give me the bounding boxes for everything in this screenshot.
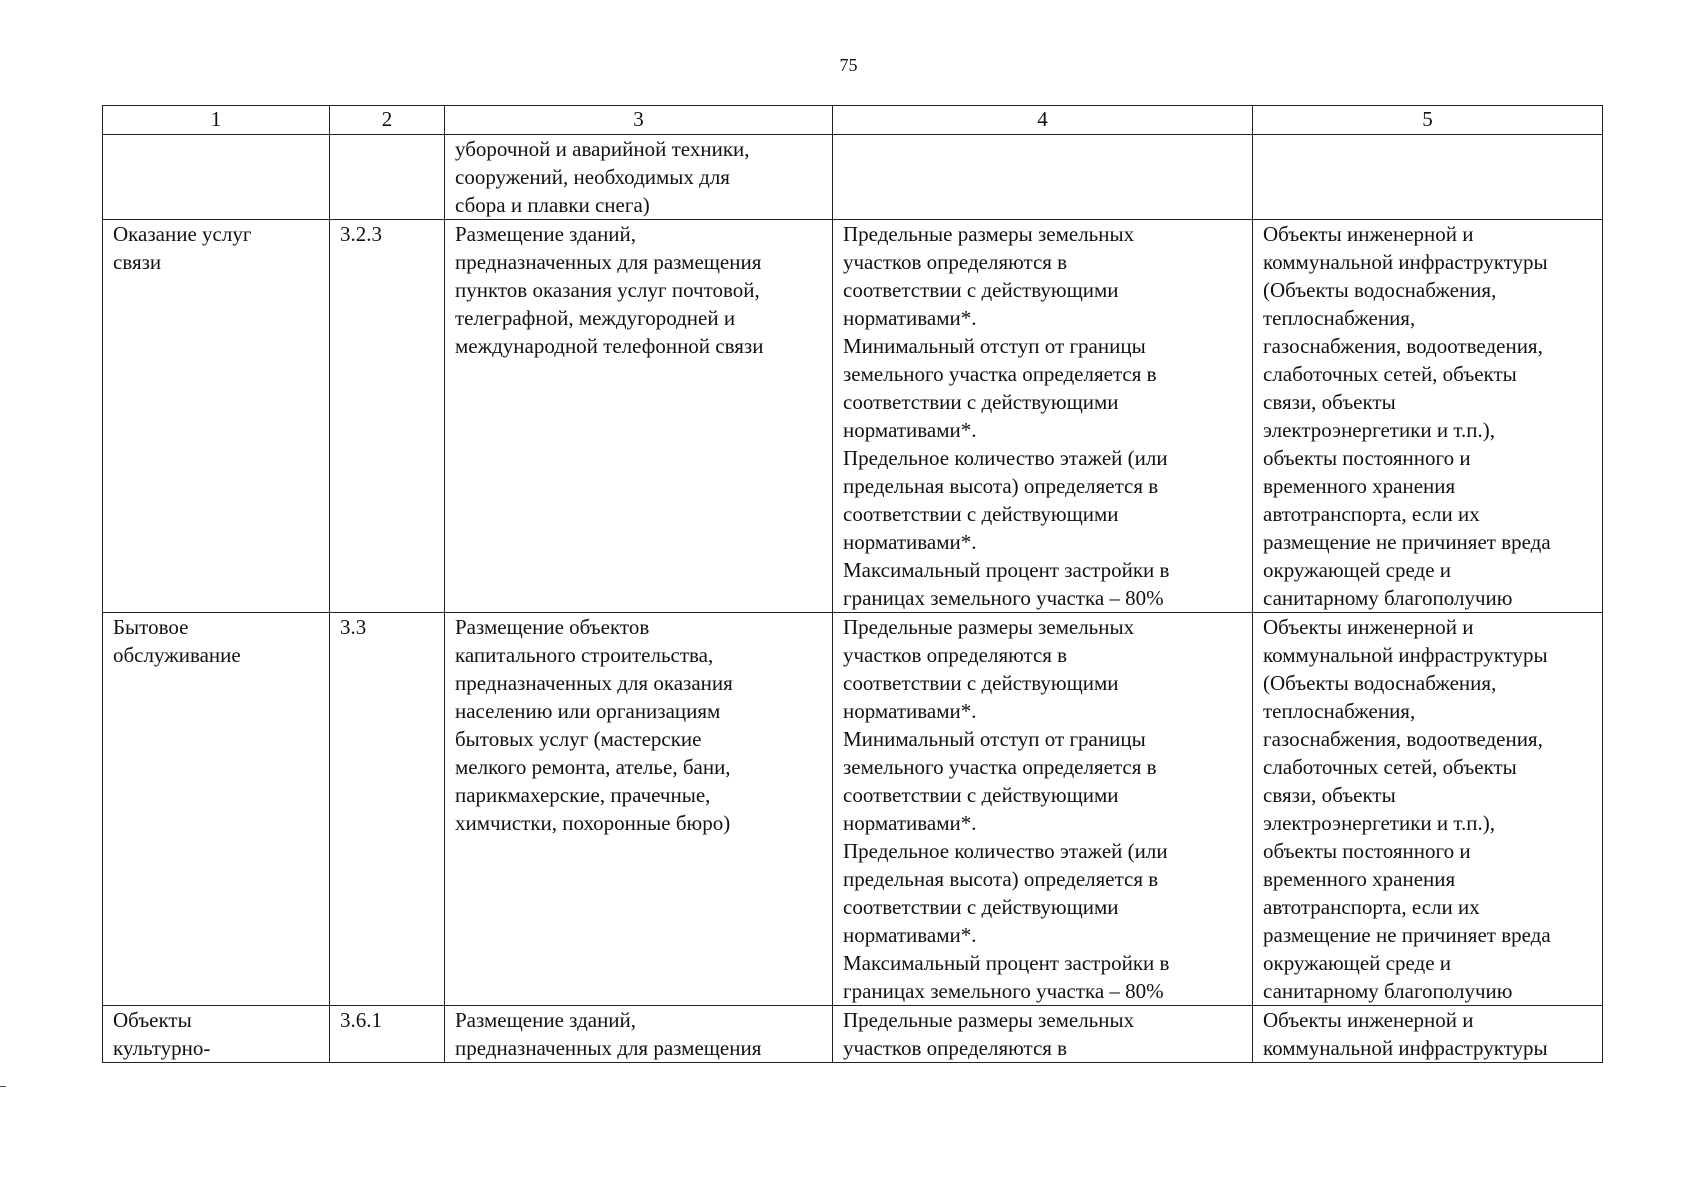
use-description-cell: Размещение зданий, предназначенных для размещения	[445, 1006, 833, 1063]
zoning-table	[102, 105, 1603, 1063]
use-name-cell	[103, 135, 330, 220]
auxiliary-uses-cell: Объекты инженерной и коммунальной инфраструктуры	[1253, 1006, 1603, 1063]
table-header-row	[103, 106, 1603, 135]
use-description-cell: уборочной и аварийной техники, сооружений, необходимых для сбора и плавки снега)	[445, 135, 833, 220]
column-header-5: 5	[1253, 106, 1603, 135]
table-row	[103, 613, 1603, 1006]
use-description-cell: Размещение объектов капитального строительства, предназначенных для оказания населению или организациям бытовых услуг (мастерские мелкого ремонта, ателье, бани, парикмахерские, прачечные, химчистки, похоронные бюро)	[445, 613, 833, 1006]
column-header-2: 2	[330, 106, 445, 135]
scan-edge-mark	[0, 1086, 6, 1087]
parameters-cell: Предельные размеры земельных участков определяются в соответствии с действующими нормативами*. Минимальный отступ от границы земельного участка определяется в соответствии с действующими нормативами*. Предельное количество этажей (или предельная высота) определяется в соответствии с действующими нормативами*. Максимальный процент застройки в границах земельного участка – 80%	[833, 220, 1253, 613]
use-code-cell: 3.2.3	[330, 220, 445, 613]
parameters-cell: Предельные размеры земельных участков определяются в соответствии с действующими нормативами*. Минимальный отступ от границы земельного участка определяется в соответствии с действующими нормативами*. Предельное количество этажей (или предельная высота) определяется в соответствии с действующими нормативами*. Максимальный процент застройки в границах земельного участка – 80%	[833, 613, 1253, 1006]
column-header-1: 1	[103, 106, 330, 135]
table-row	[103, 135, 1603, 220]
table-row	[103, 220, 1603, 613]
use-name-cell: Бытовое обслуживание	[103, 613, 330, 1006]
page-number: 75	[839, 55, 858, 75]
use-description-cell: Размещение зданий, предназначенных для размещения пунктов оказания услуг почтовой, телеграфной, междугородней и международной телефонной связи	[445, 220, 833, 613]
parameters-cell: Предельные размеры земельных участков определяются в	[833, 1006, 1253, 1063]
use-name-cell: Оказание услуг связи	[103, 220, 330, 613]
use-code-cell: 3.6.1	[330, 1006, 445, 1063]
auxiliary-uses-cell: Объекты инженерной и коммунальной инфраструктуры (Объекты водоснабжения, теплоснабжения, газоснабжения, водоотведения, слаботочных сетей, объекты связи, объекты электроэнергетики и т.п.), объекты постоянного и временного хранения автотранспорта, если их размещение не причиняет вреда окружающей среде и санитарному благополучию	[1253, 613, 1603, 1006]
auxiliary-uses-cell: Объекты инженерной и коммунальной инфраструктуры (Объекты водоснабжения, теплоснабжения, газоснабжения, водоотведения, слаботочных сетей, объекты связи, объекты электроэнергетики и т.п.), объекты постоянного и временного хранения автотранспорта, если их размещение не причиняет вреда окружающей среде и санитарному благополучию	[1253, 220, 1603, 613]
use-code-cell: 3.3	[330, 613, 445, 1006]
table-row	[103, 1006, 1603, 1063]
column-header-3: 3	[445, 106, 833, 135]
use-name-cell: Объекты культурно-	[103, 1006, 330, 1063]
use-code-cell	[330, 135, 445, 220]
auxiliary-uses-cell	[1253, 135, 1603, 220]
parameters-cell	[833, 135, 1253, 220]
column-header-4: 4	[833, 106, 1253, 135]
